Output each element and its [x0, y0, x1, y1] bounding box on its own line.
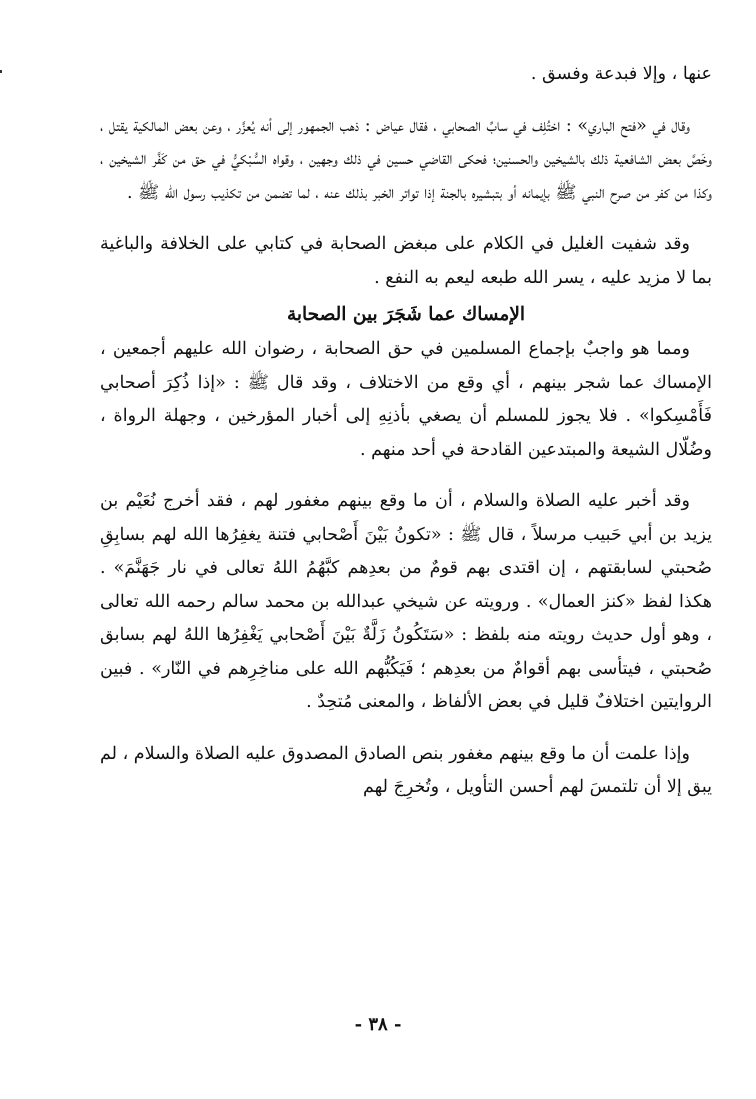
- paragraph-khilafa-book: وقد شفيت الغليل في الكلام على مبغض الصحابة في كتابي على الخلافة والباغية بما لا مزيد عليه ، يسر الله طبعه ليعم به النفع .: [100, 234, 712, 288]
- paragraph-continuation: عنها ، وإلا فبدعة وفسق .: [530, 64, 712, 84]
- section-heading: الإمساك عما شَجَرَ بين الصحابة: [286, 304, 526, 325]
- paragraph-hadith-narrations: وقد أخبر عليه الصلاة والسلام ، أن ما وقع بينهم مغفور لهم ، فقد أخرج نُعَيْم بن يزيد بن أبي حَبيب مرسلاً ، قال ﷺ : «تكونُ بَيْنَ أَصْحابي فتنة يغفِرُها الله لهم بسابِقِ صُحبتي لسابقتهم ، إن اقتدى بهم قومٌ من بعدِهم كبَّهُمُ اللهُ تعالى في نار جَهَنَّمَ» . هكذا لفظ «كنز العمال» . ورويته عن شيخي عبدالله بن محمد سالم رحمه الله تعالى ، وهو أول حديث رويته منه بلفظ : «سَتَكُونُ زَلَّةٌ بَيْنَ أَصْحابي يَغْفِرُها اللهُ لهم بسابق صُحبتي ، فيتأسى بهم أقوامٌ من بعدِهم ؛ فَيَكُبُّهم الله على مناخِرِهم في النّار» . فبين الروايتين اختلافٌ قليل في بعض الألفاظ ، والمعنى مُتحِدٌ .: [100, 491, 712, 712]
- page-number: - ٣٨ -: [354, 1014, 402, 1035]
- paragraph-fath-al-bari: وقال في «فتح الباري» : اختُلِف في سابِّ الصحابي ، فقال عياض : ذهب الجمهور إلى أنه يُعزَّر ، وعن بعض المالكية يقتل ، وخَصَّ بعض الشافعية ذلك بالشيخين والحسنين؛ فحكى القاضي حسين في ذلك وجهين ، وقواه السُّبْكيُّ في حق من كَفَّر الشيخين ، وكذا من كفر من صرح النبي ﷺ بإيمانه أو بتبشيره بالجنة إذا تواتر الخبر بذلك عنه ، لما تضمن من تكذيب رسول الله ﷺ .: [100, 115, 712, 203]
- book-page-body: [100, 58, 712, 805]
- paragraph-tawil: وإذا علمت أن ما وقع بينهم مغفور بنص الصادق المصدوق عليه الصلاة والسلام ، لم يبق إلا أن تلتمسَ لهم أحسن التأويل ، وتُخرِجَ لهم: [100, 743, 712, 797]
- scan-edge-mark: [0, 70, 2, 73]
- paragraph-imsak: ومما هو واجبٌ بإجماع المسلمين في حق الصحابة ، رضوان الله عليهم أجمعين ، الإمساك عما شجر بينهم ، أي وقع من الاختلاف ، وقد قال ﷺ : «إذا ذُكِرَ أصحابي فَأَمْسِكوا» . فلا يجوز للمسلم أن يصغي بأذنِهِ إلى أخبار المؤرخين ، وجهلة الرواة ، وضُلّال الشيعة والمبتدعين القادحة في أحد منهم .: [100, 339, 712, 460]
